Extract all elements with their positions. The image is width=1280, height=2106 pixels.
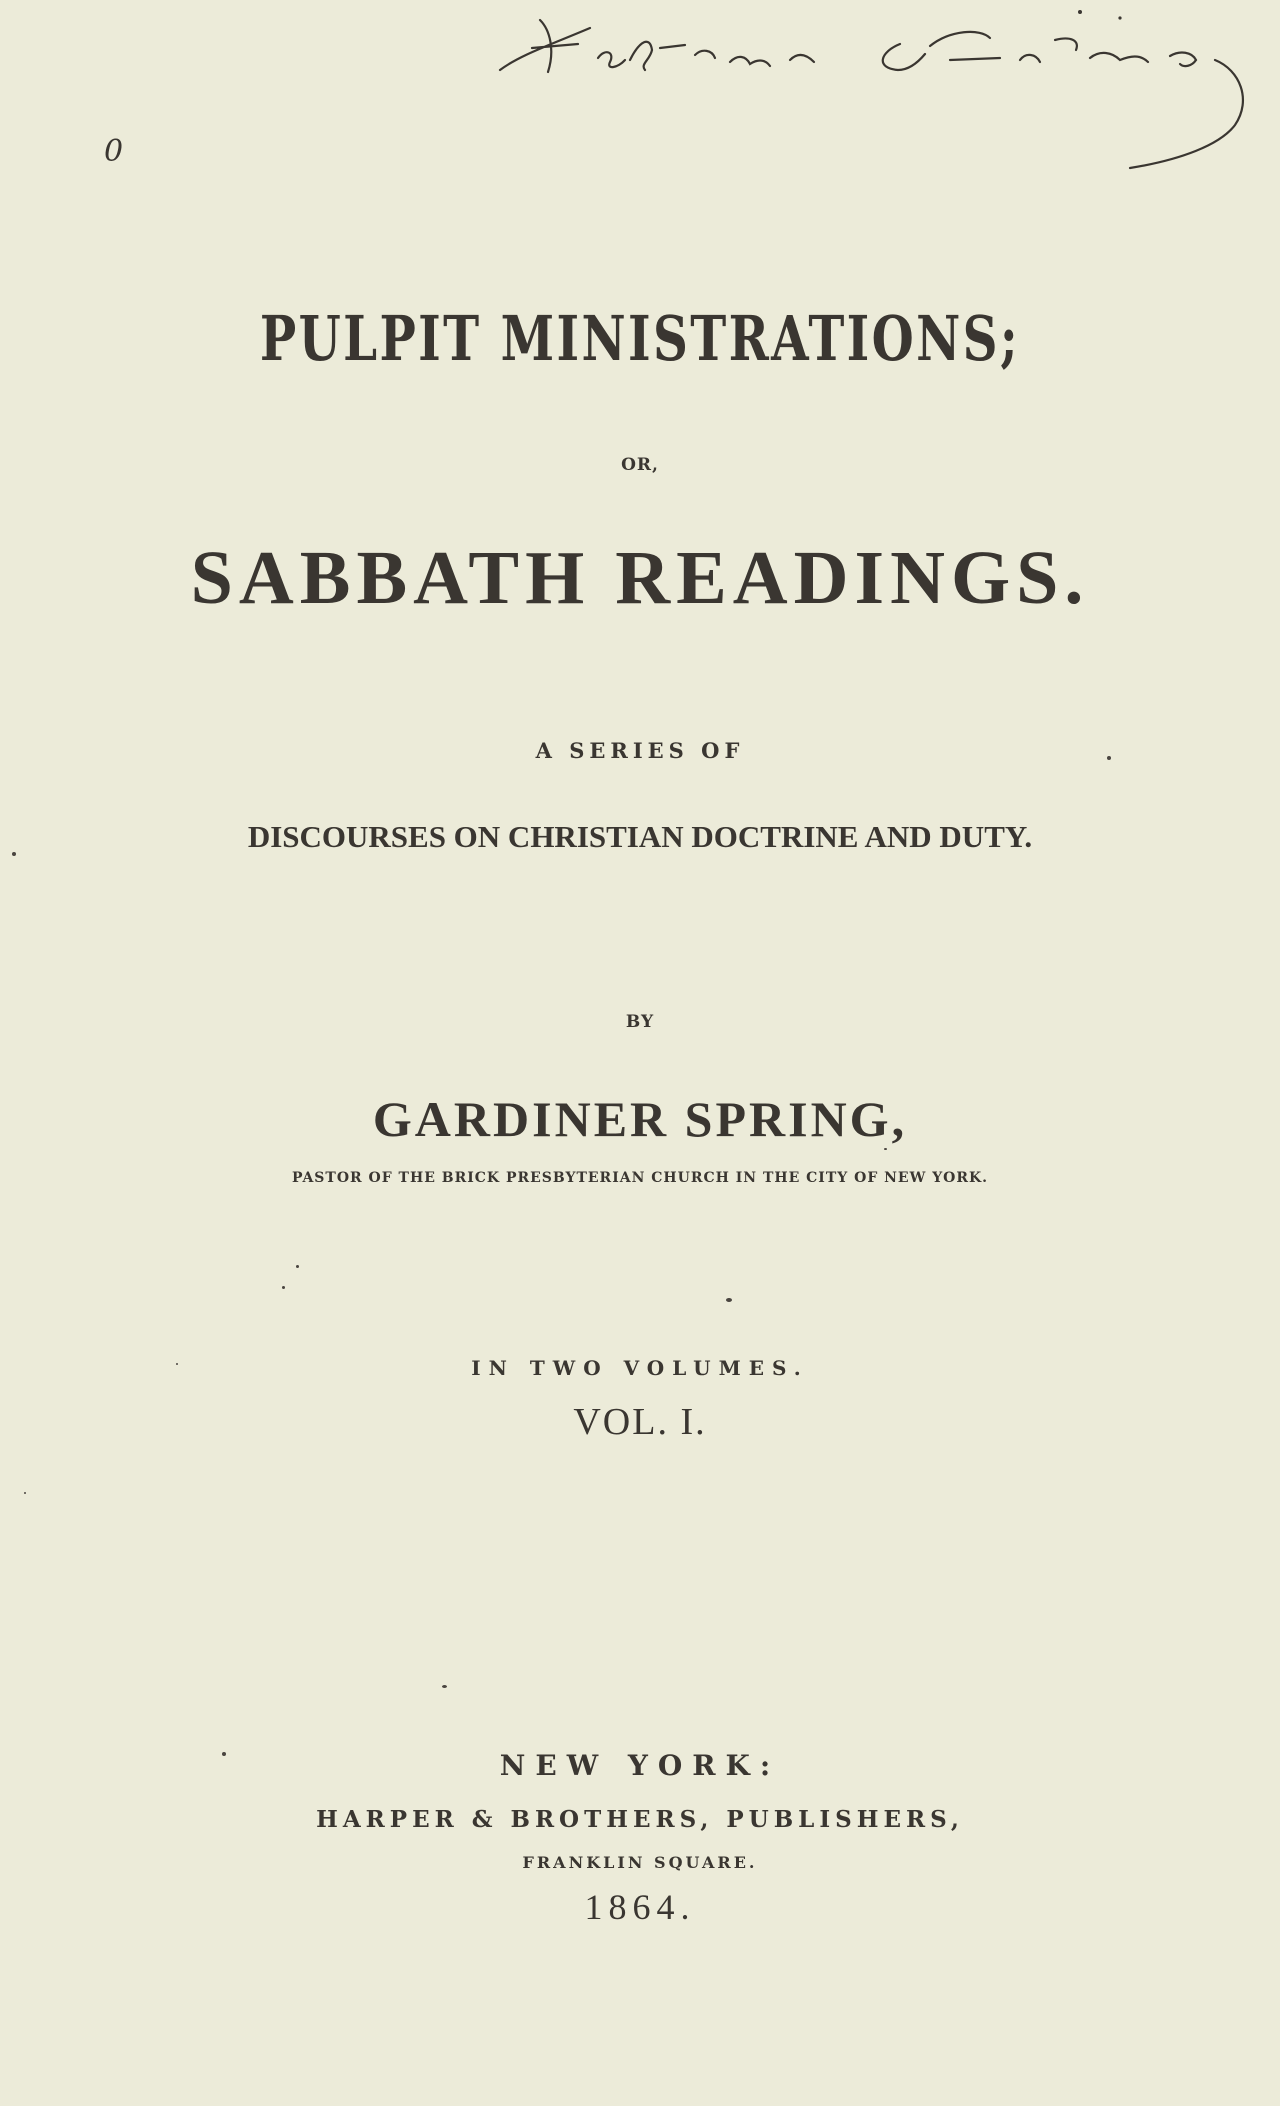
paper-speck <box>1107 756 1111 760</box>
publisher-name: HARPER & BROTHERS, PUBLISHERS, <box>316 1806 964 1833</box>
pencil-mark: 0 <box>104 134 124 169</box>
volume-number: VOL. I. <box>573 1401 707 1443</box>
title-conjunction: OR, <box>621 455 659 475</box>
publication-place: NEW YORK: <box>499 1749 781 1782</box>
paper-speck <box>222 1752 226 1756</box>
author-name: GARDINER SPRING, <box>372 1091 908 1147</box>
publisher-address: FRANKLIN SQUARE. <box>522 1853 758 1872</box>
publication-year: 1864. <box>584 1887 696 1927</box>
paper-speck <box>24 1492 26 1494</box>
paper-speck <box>726 1298 732 1302</box>
paper-speck <box>12 852 16 856</box>
volumes-note: IN TWO VOLUMES. <box>471 1356 809 1380</box>
book-title: PULPIT MINISTRATIONS; <box>259 302 1021 375</box>
paper-speck <box>296 1265 299 1268</box>
paper-speck <box>442 1685 447 1688</box>
paper-speck <box>884 1148 887 1150</box>
book-description: DISCOURSES ON CHRISTIAN DOCTRINE AND DUTY. <box>247 819 1033 854</box>
author-position: PASTOR OF THE BRICK PRESBYTERIAN CHURCH IN THE CITY OF NEW YORK. <box>291 1170 989 1186</box>
book-subtitle: SABBATH READINGS. <box>190 536 1090 620</box>
paper-speck <box>282 1286 285 1289</box>
by-label: BY <box>625 1012 655 1032</box>
paper-speck <box>176 1363 178 1365</box>
handwritten-signature <box>480 0 1260 180</box>
series-label: A SERIES OF <box>535 738 745 763</box>
